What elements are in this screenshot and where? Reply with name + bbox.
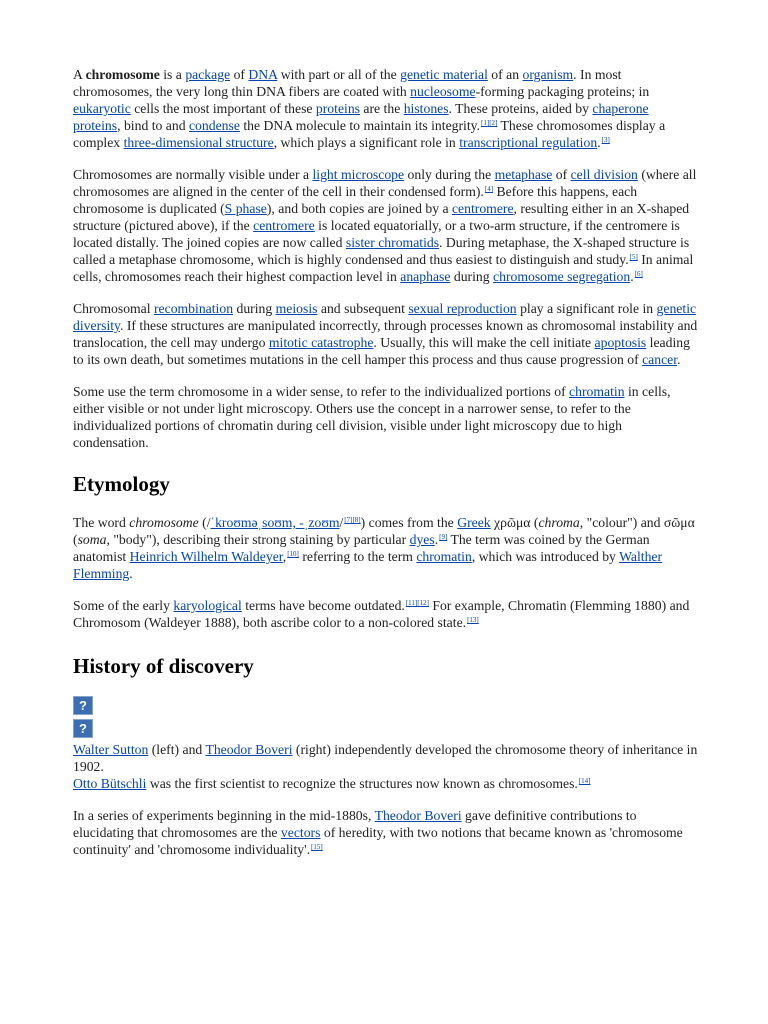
link-meiosis[interactable]: meiosis: [275, 301, 318, 316]
link-dyes[interactable]: dyes: [409, 532, 435, 547]
text: (where all chromosomes are aligned in the center of the cell in their condensed form).: [73, 167, 697, 199]
text: (left) and: [148, 742, 206, 757]
link-condense[interactable]: condense: [188, 118, 240, 133]
citation-link-2[interactable]: [2]: [489, 119, 498, 127]
text: , which plays a significant role in: [273, 135, 460, 150]
citation-link-6[interactable]: [6]: [634, 270, 643, 278]
text: A: [73, 67, 86, 82]
citation-link-15[interactable]: [15]: [311, 843, 323, 851]
link-chromatin[interactable]: chromatin: [416, 549, 472, 564]
missing-image-icon[interactable]: ?: [73, 719, 93, 738]
citation-link-11[interactable]: [11]: [405, 599, 418, 607]
italic-term: chroma: [538, 515, 580, 530]
link-theodor-boveri[interactable]: Theodor Boveri: [374, 808, 462, 823]
text: of: [230, 67, 249, 82]
citation-ref: [311, 843, 323, 851]
link-metaphase[interactable]: metaphase: [494, 167, 553, 182]
link-karyological[interactable]: karyological: [173, 598, 242, 613]
link-centromere[interactable]: centromere: [451, 201, 514, 216]
link-heinrich-wilhelm-waldeyer[interactable]: Heinrich Wilhelm Waldeyer: [129, 549, 283, 564]
citation-link-5[interactable]: [5]: [629, 253, 638, 261]
text: is located equatorially, or a two-arm structure, if the centromere is located distally. The joined copies are now called: [73, 218, 680, 250]
link-chromosome-segregation[interactable]: chromosome segregation: [493, 269, 631, 284]
text: cells the most important of these: [130, 101, 316, 116]
citation-link-14[interactable]: [14]: [578, 777, 591, 785]
link-package[interactable]: package: [185, 67, 231, 82]
text: . These proteins, aided by: [448, 101, 593, 116]
text: the DNA molecule to maintain its integrity.: [239, 118, 481, 133]
link-cancer[interactable]: cancer: [642, 352, 678, 367]
text: play a significant role in: [516, 301, 657, 316]
italic-term: soma: [77, 532, 107, 547]
link-proteins[interactable]: proteins: [315, 101, 360, 116]
text: are the: [360, 101, 404, 116]
citation-link-4[interactable]: [4]: [484, 185, 494, 193]
text: with part or all of the: [277, 67, 401, 82]
text: Chromosomal: [73, 301, 154, 316]
missing-image-icon[interactable]: ?: [73, 696, 93, 715]
citation-ref: [635, 270, 643, 278]
text: .: [630, 269, 634, 284]
text: was the first scientist to recognize the structures now known as chromosomes.: [146, 776, 578, 791]
text: , which was introduced by: [471, 549, 620, 564]
link-walter-sutton[interactable]: Walter Sutton: [73, 742, 149, 757]
text: , "colour") and σῶμα (: [73, 515, 695, 547]
text: . During metaphase, the X-shaped structure is called a metaphase chromosome, which is highly condensed and thus easiest to distinguish and study.: [73, 235, 690, 267]
section-heading-history-of-discovery: History of discovery: [73, 654, 254, 678]
text: , "body"), describing their strong staining by particular: [106, 532, 410, 547]
text: ,: [282, 549, 287, 564]
text: Some use the term chromosome in a wider sense, to refer to the individualized portions of: [73, 384, 570, 399]
link-theodor-boveri[interactable]: Theodor Boveri: [205, 742, 293, 757]
text: of: [552, 167, 571, 182]
link-anaphase[interactable]: anaphase: [400, 269, 451, 284]
link-transcriptional-regulation[interactable]: transcriptional regulation: [459, 135, 598, 150]
link-dna[interactable]: DNA: [248, 67, 278, 82]
link-vectors[interactable]: vectors: [280, 825, 321, 840]
link-genetic-material[interactable]: genetic material: [400, 67, 488, 82]
intro-paragraph-2: [73, 166, 698, 285]
text: during: [450, 269, 494, 284]
text: .: [129, 566, 133, 581]
citation-ref: [579, 777, 591, 785]
link-nucleosome[interactable]: nucleosome: [410, 84, 476, 99]
text: The word: [73, 515, 130, 530]
link-pronunciation[interactable]: ˈkroʊməˌsoʊm, -ˌzoʊm: [210, 515, 340, 530]
link-histones[interactable]: histones: [403, 101, 449, 116]
text: during: [233, 301, 276, 316]
section-heading-etymology: Etymology: [73, 472, 170, 496]
text: in cells, either visible or not under light microscopy. Others use the concept in a narrower sense, to refer to the individualized portions of chromatin during cell division, visible under light microscopy due to high condensation.: [73, 384, 671, 450]
link-chromatin[interactable]: chromatin: [569, 384, 625, 399]
intro-paragraph-4: [73, 383, 698, 451]
article-body: [73, 66, 698, 873]
text: . If these structures are manipulated incorrectly, through processes known as chromosomal instability and translocation, the cell may undergo: [73, 318, 698, 350]
citation-link-1[interactable]: [1]: [481, 119, 490, 127]
citation-ref: [630, 253, 638, 261]
citation-link-12[interactable]: [12]: [417, 599, 429, 607]
link-three-dimensional-structure[interactable]: three-dimensional structure: [123, 135, 274, 150]
etymology-paragraph-1: [73, 514, 698, 582]
link-mitotic-catastrophe[interactable]: mitotic catastrophe: [268, 335, 374, 350]
link-centromere[interactable]: centromere: [253, 218, 315, 233]
link-light-microscope[interactable]: light microscope: [312, 167, 405, 182]
text: , bind to and: [117, 118, 189, 133]
italic-term: chromosome: [129, 515, 199, 530]
text: Chromosomes are normally visible under a: [73, 167, 313, 182]
link-cell-division[interactable]: cell division: [570, 167, 638, 182]
text: of heredity, with two notions that became known as 'chromosome continuity' and 'chromosome individuality'.: [73, 825, 683, 857]
link-apoptosis[interactable]: apoptosis: [594, 335, 647, 350]
citation-ref: [602, 136, 610, 144]
citation-link-9[interactable]: [9]: [439, 533, 448, 541]
citation-ref: [287, 550, 299, 558]
citation-ref: [481, 119, 497, 127]
text: .: [434, 532, 439, 547]
text: ) comes from the: [360, 515, 458, 530]
text: . Usually, this will make the cell initiate: [373, 335, 595, 350]
text: In a series of experiments beginning in the mid-1880s,: [73, 808, 375, 823]
link-s-phase[interactable]: S phase: [224, 201, 267, 216]
text: .: [597, 135, 601, 150]
history-paragraph-1: [73, 807, 698, 858]
text: , resulting either in an X-shaped structure (pictured above), if the: [73, 201, 690, 233]
citation-link-10[interactable]: [10]: [287, 550, 299, 558]
text: These chromosomes display a complex: [73, 118, 666, 150]
link-eukaryotic[interactable]: eukaryotic: [73, 101, 131, 116]
intro-paragraph-3: [73, 300, 698, 368]
citation-ref: [406, 599, 429, 607]
citation-link-13[interactable]: [13]: [467, 616, 479, 624]
citation-ref: [485, 185, 493, 193]
text: leading to its own death, but sometimes mutations in the cell hamper this process and thus cause progression of: [73, 335, 690, 367]
etymology-paragraph-2: [73, 597, 698, 631]
text: of an: [487, 67, 523, 82]
text: χρῶμα (: [490, 515, 539, 530]
link-sister-chromatids[interactable]: sister chromatids: [345, 235, 440, 250]
text: referring to the term: [298, 549, 417, 564]
link-greek[interactable]: Greek: [457, 515, 491, 530]
text: The term was coined by the German anatomist: [73, 532, 650, 564]
text: .: [677, 352, 681, 367]
text: Some of the early: [73, 598, 174, 613]
text: (right) independently developed the chromosome theory of inheritance in 1902.: [73, 742, 698, 774]
text: For example, Chromatin (Flemming 1880) and Chromosom (Waldeyer 1888), both ascribe color to a non-colored state.: [73, 598, 690, 630]
citation-link-8[interactable]: [8]: [352, 516, 361, 524]
text: gave definitive contributions to elucidating that chromosomes are the: [73, 808, 637, 840]
text: /: [339, 515, 344, 530]
citation-ref: [344, 516, 360, 524]
term-bold: chromosome: [85, 67, 160, 82]
text: ), and both copies are joined by a: [266, 201, 452, 216]
text: In animal cells, chromosomes reach their highest compaction level in: [73, 252, 694, 284]
text: Before this happens, each chromosome is duplicated (: [73, 184, 638, 216]
link-chaperone-proteins[interactable]: chaperone proteins: [73, 101, 649, 133]
text: -forming packaging proteins; in: [475, 84, 650, 99]
citation-ref: [467, 616, 479, 624]
text: . In most chromosomes, the very long thin DNA fibers are coated with: [73, 67, 622, 99]
text: only during the: [404, 167, 495, 182]
text: (/: [198, 515, 211, 530]
citation-link-3[interactable]: [3]: [601, 136, 610, 144]
text: terms have become outdated.: [241, 598, 405, 613]
link-organism[interactable]: organism: [522, 67, 574, 82]
image-caption: [73, 741, 698, 792]
text: and subsequent: [317, 301, 409, 316]
intro-paragraph-1: [73, 66, 698, 151]
link-sexual-reproduction[interactable]: sexual reproduction: [408, 301, 517, 316]
link-walther-flemming[interactable]: Walther Flemming: [73, 549, 663, 581]
link-genetic-diversity[interactable]: genetic diversity: [73, 301, 697, 333]
text: is a: [159, 67, 186, 82]
link-recombination[interactable]: recombination: [153, 301, 234, 316]
link-otto-butschli[interactable]: Otto Bütschli: [73, 776, 147, 791]
citation-link-7[interactable]: [7]: [344, 516, 353, 524]
